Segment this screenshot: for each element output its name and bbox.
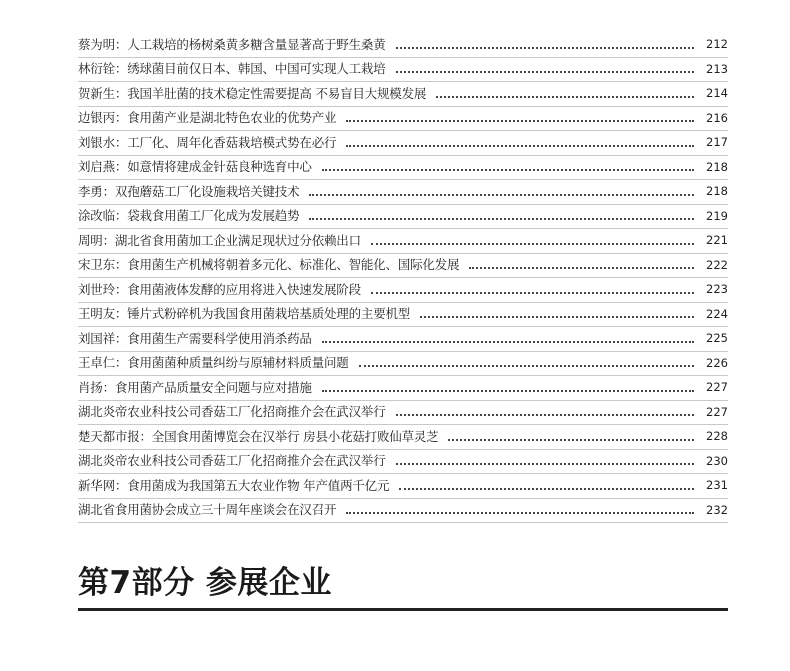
toc-entry-page-number: 232 (706, 502, 728, 517)
toc-entry[interactable] (78, 254, 728, 279)
toc-entry-title: 蔡为明：人工栽培的杨树桑黄多糖含量显著高于野生桑黄 (78, 36, 386, 52)
toc-entry-title: 肖扬：食用菌产品质量安全问题与应对措施 (78, 379, 312, 395)
toc-entry-title: 李勇：双孢蘑菇工厂化设施栽培关键技术 (78, 183, 300, 199)
toc-entry-title: 宋卫东：食用菌生产机械将朝着多元化、标准化、智能化、国际化发展 (78, 257, 460, 272)
toc-entry-page-number: 223 (706, 282, 728, 296)
toc-entry-page-number: 213 (706, 61, 728, 76)
toc-entry-title: 周明：湖北省食用菌加工企业满足现状过分依赖出口 (78, 232, 361, 248)
dot-leader (346, 120, 694, 122)
dot-leader (448, 439, 694, 441)
toc-entry[interactable] (78, 499, 728, 524)
toc-entry-page-number: 231 (706, 478, 728, 492)
dot-leader (399, 488, 694, 490)
toc-entry-page-number: 216 (706, 110, 728, 125)
dot-leader (309, 194, 694, 196)
toc-entry[interactable] (78, 156, 728, 181)
toc-entry-title: 刘银水：工厂化、周年化香菇栽培模式势在必行 (78, 134, 337, 150)
toc-entry-title: 王卓仁：食用菌菌种质量纠纷与原辅材料质量问题 (78, 355, 349, 370)
toc-entry-page-number: 214 (706, 86, 728, 100)
dot-leader (371, 292, 694, 294)
section-title: 第7部分 参展企业 (78, 565, 332, 601)
dot-leader (322, 341, 694, 343)
toc-entry-page-number: 227 (706, 404, 728, 419)
toc-entry-page-number: 225 (706, 331, 728, 345)
toc-entry[interactable] (78, 180, 728, 205)
toc-entry[interactable] (78, 131, 728, 156)
toc-entry-title: 刘启燕：如意情将建成金针菇良种选育中心 (78, 159, 312, 174)
toc-entry-title: 林衍铨：绣球菌目前仅日本、韩国、中国可实现人工栽培 (78, 61, 386, 76)
toc-entry[interactable] (78, 58, 728, 83)
dot-leader (322, 390, 694, 392)
toc-entry-title: 刘世玲：食用菌液体发酵的应用将进入快速发展阶段 (78, 281, 361, 297)
toc-entry[interactable] (78, 107, 728, 132)
dot-leader (309, 218, 694, 220)
section-title-underline (78, 608, 728, 611)
dot-leader (420, 316, 694, 318)
toc-entry[interactable] (78, 450, 728, 475)
toc-entry-title: 贺新生：我国羊肚菌的技术稳定性需要提高 不易盲目大规模发展 (78, 85, 427, 101)
dot-leader (469, 267, 694, 269)
toc-entry-page-number: 212 (706, 37, 728, 51)
dot-leader (346, 145, 694, 147)
toc-entry-page-number: 226 (706, 355, 728, 370)
dot-leader (396, 47, 694, 49)
toc-entry-page-number: 218 (706, 184, 728, 198)
toc-entry-title: 楚天都市报：全国食用菌博览会在汉举行 房县小花菇打败仙草灵芝 (78, 428, 439, 444)
toc-entry[interactable] (78, 303, 728, 328)
dot-leader (346, 512, 694, 514)
toc-entry-title: 边银丙：食用菌产业是湖北特色农业的优势产业 (78, 110, 337, 125)
toc-entry[interactable] (78, 376, 728, 401)
toc-entry-page-number: 222 (706, 257, 728, 272)
toc-entry[interactable] (78, 33, 728, 58)
toc-entry[interactable] (78, 327, 728, 352)
toc-entry-page-number: 230 (706, 453, 728, 468)
toc-entry-page-number: 224 (706, 306, 728, 321)
dot-leader (396, 71, 694, 73)
toc-entry[interactable] (78, 205, 728, 230)
toc-entry-page-number: 228 (706, 429, 728, 443)
toc-entry[interactable] (78, 278, 728, 303)
toc-entry-title: 刘国祥：食用菌生产需要科学使用消杀药品 (78, 330, 312, 346)
dot-leader (436, 96, 694, 98)
dot-leader (322, 169, 694, 171)
toc-entry-page-number: 221 (706, 233, 728, 247)
toc-entry[interactable] (78, 401, 728, 426)
toc-entry[interactable] (78, 352, 728, 377)
toc-entry-title: 湖北省食用菌协会成立三十周年座谈会在汉召开 (78, 502, 337, 517)
toc-entry-title: 新华网：食用菌成为我国第五大农业作物 年产值两千亿元 (78, 477, 390, 493)
toc-entry-page-number: 218 (706, 159, 728, 174)
toc-entry-title: 湖北炎帝农业科技公司香菇工厂化招商推介会在武汉举行 (78, 404, 386, 419)
toc-entry[interactable] (78, 82, 728, 107)
toc-entry-page-number: 227 (706, 380, 728, 394)
dot-leader (371, 243, 694, 245)
toc-entry[interactable] (78, 229, 728, 254)
toc-entry-page-number: 217 (706, 135, 728, 149)
toc-entry[interactable] (78, 474, 728, 499)
toc-entry-title: 涂改临：袋栽食用菌工厂化成为发展趋势 (78, 208, 300, 223)
toc-entry-page-number: 219 (706, 208, 728, 223)
toc-entry-title: 王明友：锤片式粉碎机为我国食用菌栽培基质处理的主要机型 (78, 306, 411, 321)
toc-entry[interactable] (78, 425, 728, 450)
dot-leader (396, 414, 694, 416)
dot-leader (359, 365, 694, 367)
dot-leader (396, 463, 694, 465)
table-of-contents (78, 33, 728, 523)
toc-entry-title: 湖北炎帝农业科技公司香菇工厂化招商推介会在武汉举行 (78, 453, 386, 468)
